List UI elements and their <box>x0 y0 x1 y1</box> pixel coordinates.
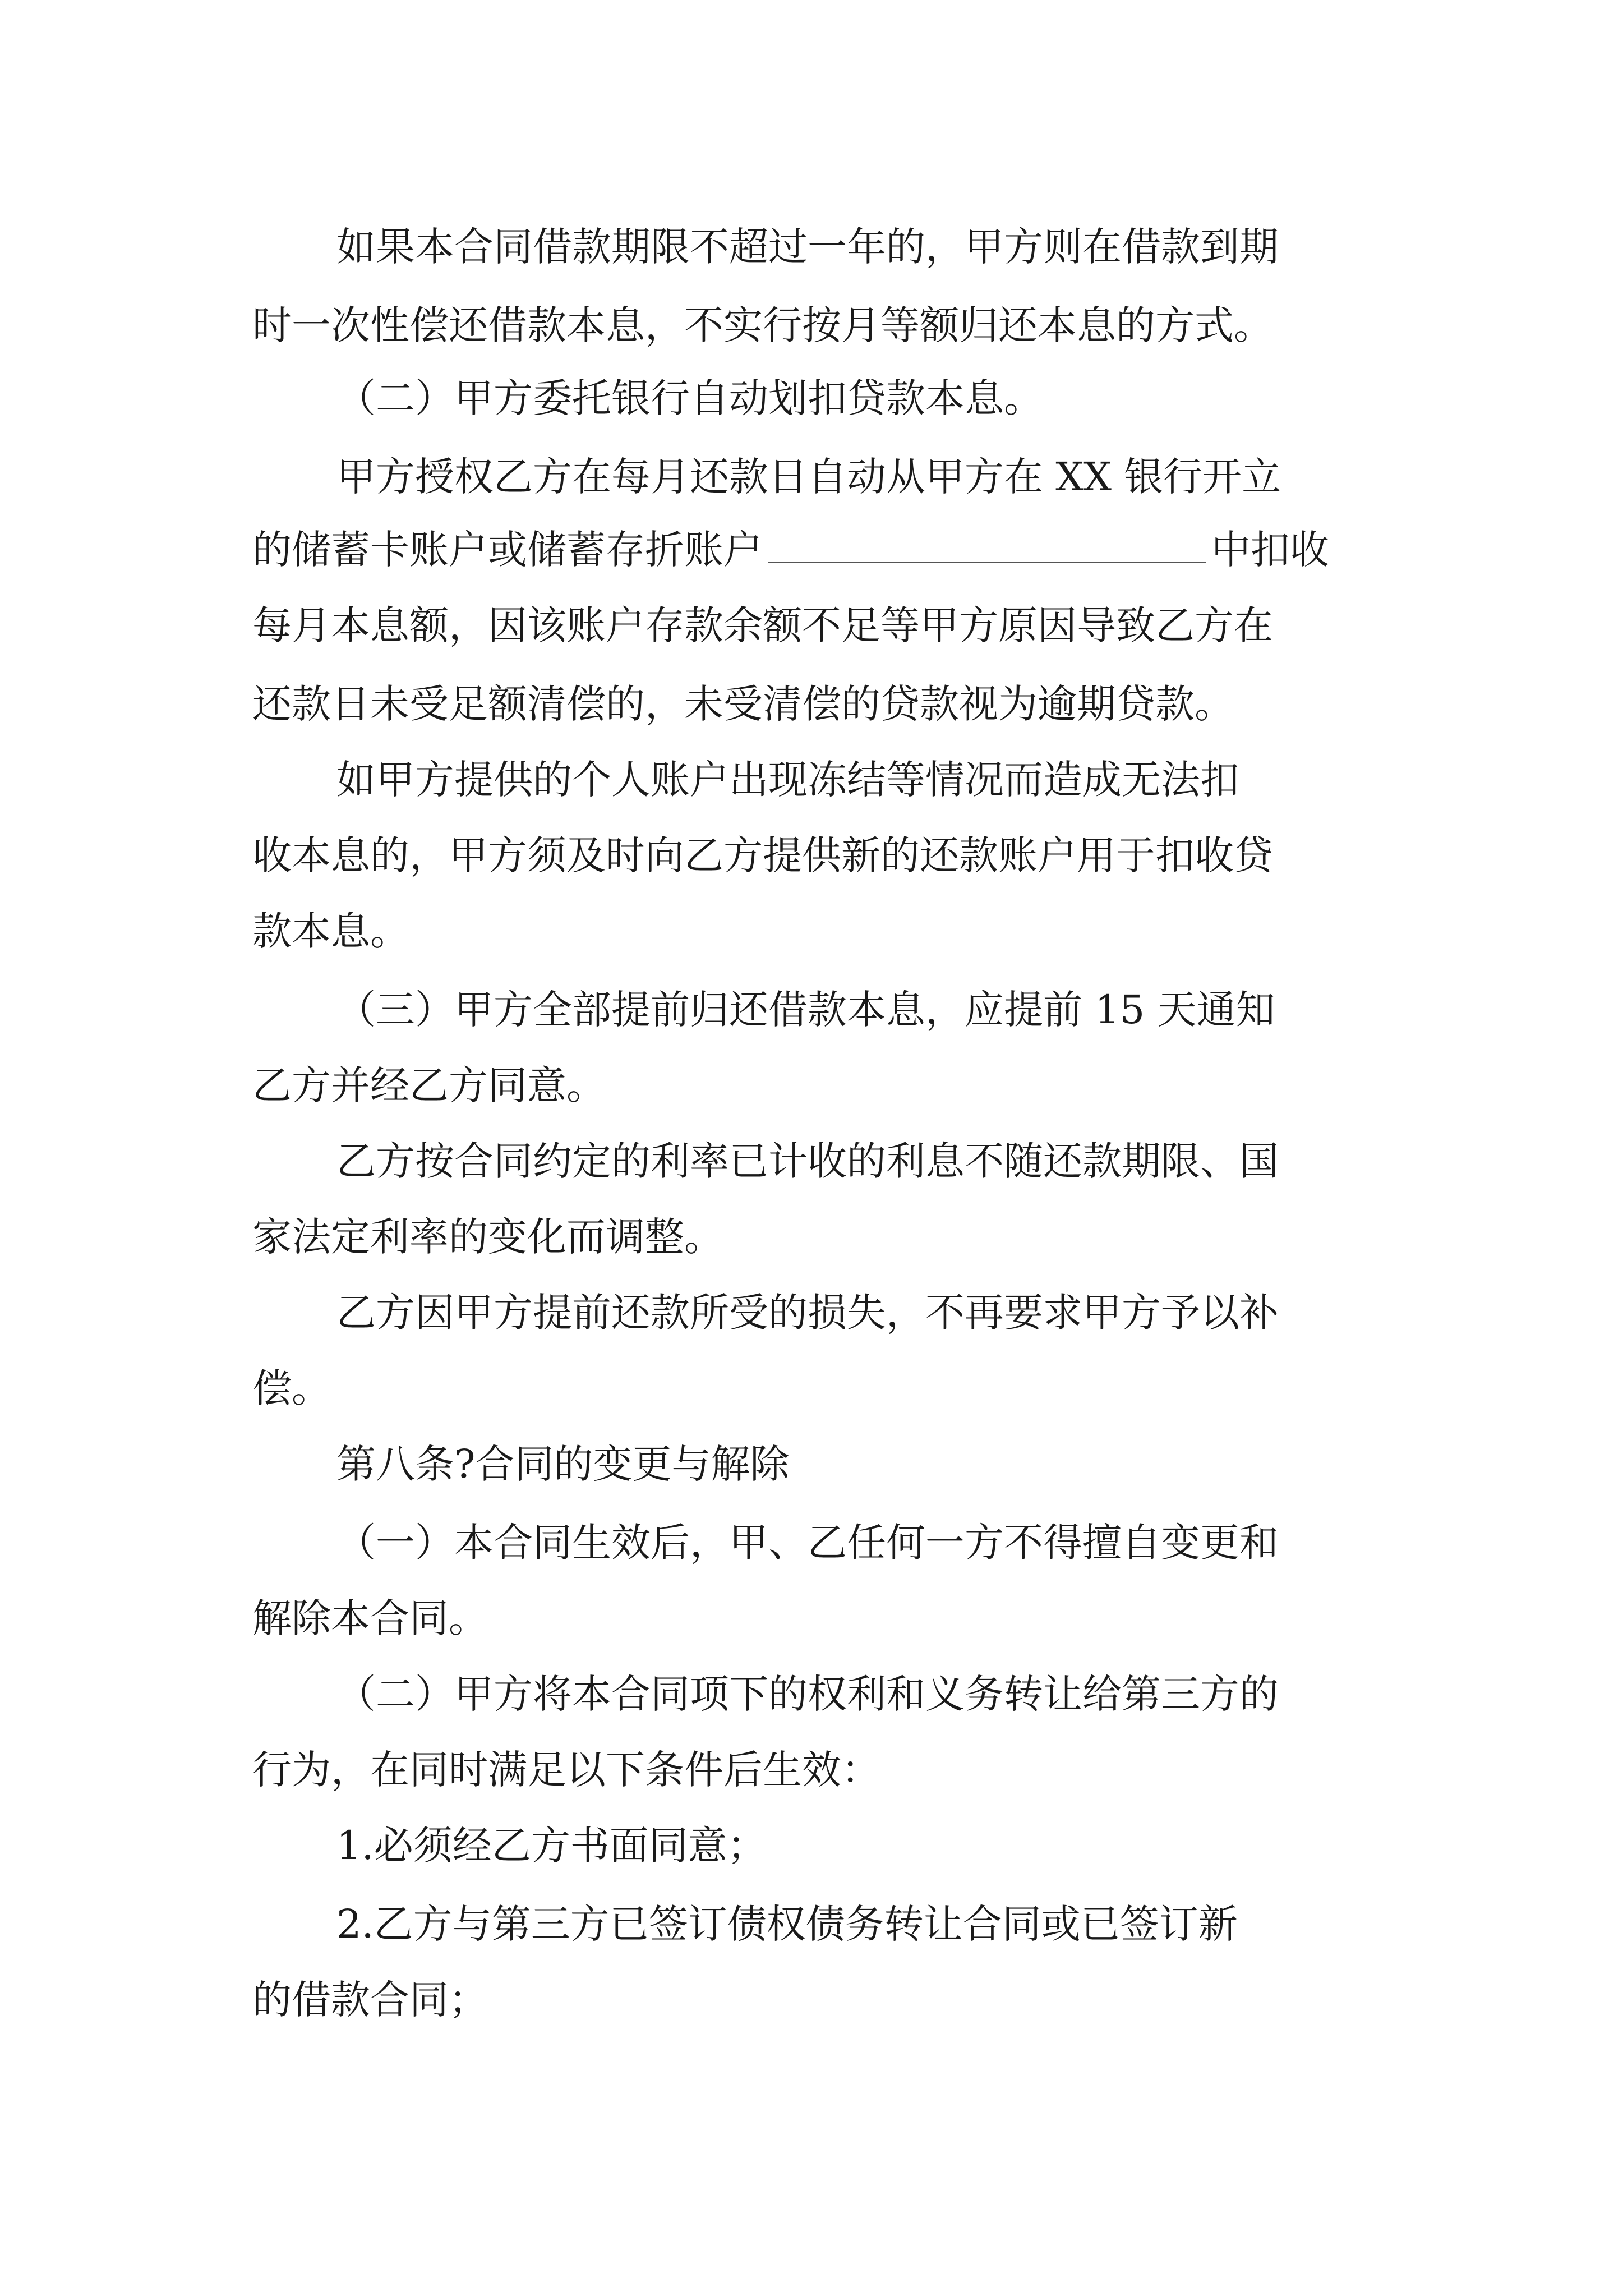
paragraph-line: 甲方授权乙方在每月还款日自动从甲方在 XX 银行开立 <box>336 454 1281 500</box>
paragraph-line: 如甲方提供的个人账户出现冻结等情况而造成无法扣 <box>336 757 1239 803</box>
list-item: 2.乙方与第三方已签订债权债务转让合同或已签订新 <box>336 1901 1238 1947</box>
section-heading: （二）甲方委托银行自动划扣贷款本息。 <box>336 375 1043 421</box>
paragraph-line: 乙方按合同约定的利率已计收的利息不随还款期限、国 <box>336 1138 1279 1184</box>
paragraph-line: 如果本合同借款期限不超过一年的，甲方则在借款到期 <box>336 224 1279 270</box>
paragraph-line: 的借款合同； <box>252 1977 488 2023</box>
section-heading: （一）本合同生效后，甲、乙任何一方不得擅自变更和 <box>336 1520 1279 1566</box>
paragraph-line: 还款日未受足额清偿的，未受清偿的贷款视为逾期贷款。 <box>252 681 1234 727</box>
paragraph-line: 乙方因甲方提前还款所受的损失，不再要求甲方予以补 <box>336 1290 1279 1336</box>
paragraph-line: 款本息。 <box>252 908 409 954</box>
paragraph-line: 乙方并经乙方同意。 <box>252 1062 606 1108</box>
list-item: 1.必须经乙方书面同意； <box>336 1823 767 1869</box>
line-text: 的储蓄卡账户或储蓄存折账户 <box>252 527 763 573</box>
line-text: 中扣收 <box>1211 527 1329 573</box>
paragraph-line: 时一次性偿还借款本息，不实行按月等额归还本息的方式。 <box>252 302 1273 348</box>
paragraph-line <box>252 524 1329 575</box>
section-heading: （二）甲方将本合同项下的权利和义务转让给第三方的 <box>336 1671 1279 1717</box>
paragraph-line: 行为，在同时满足以下条件后生效： <box>252 1747 880 1793</box>
paragraph-line: 解除本合同。 <box>252 1595 488 1641</box>
section-heading: （三）甲方全部提前归还借款本息，应提前 15 天通知 <box>336 987 1275 1033</box>
article-heading: 第八条?合同的变更与解除 <box>336 1441 790 1487</box>
account-number-blank <box>768 528 1206 563</box>
paragraph-line: 偿。 <box>252 1365 331 1411</box>
paragraph-line: 家法定利率的变化而调整。 <box>252 1214 723 1260</box>
paragraph-line: 每月本息额，因该账户存款余额不足等甲方原因导致乙方在 <box>252 602 1273 648</box>
paragraph-line: 收本息的，甲方须及时向乙方提供新的还款账户用于扣收贷 <box>252 832 1273 878</box>
